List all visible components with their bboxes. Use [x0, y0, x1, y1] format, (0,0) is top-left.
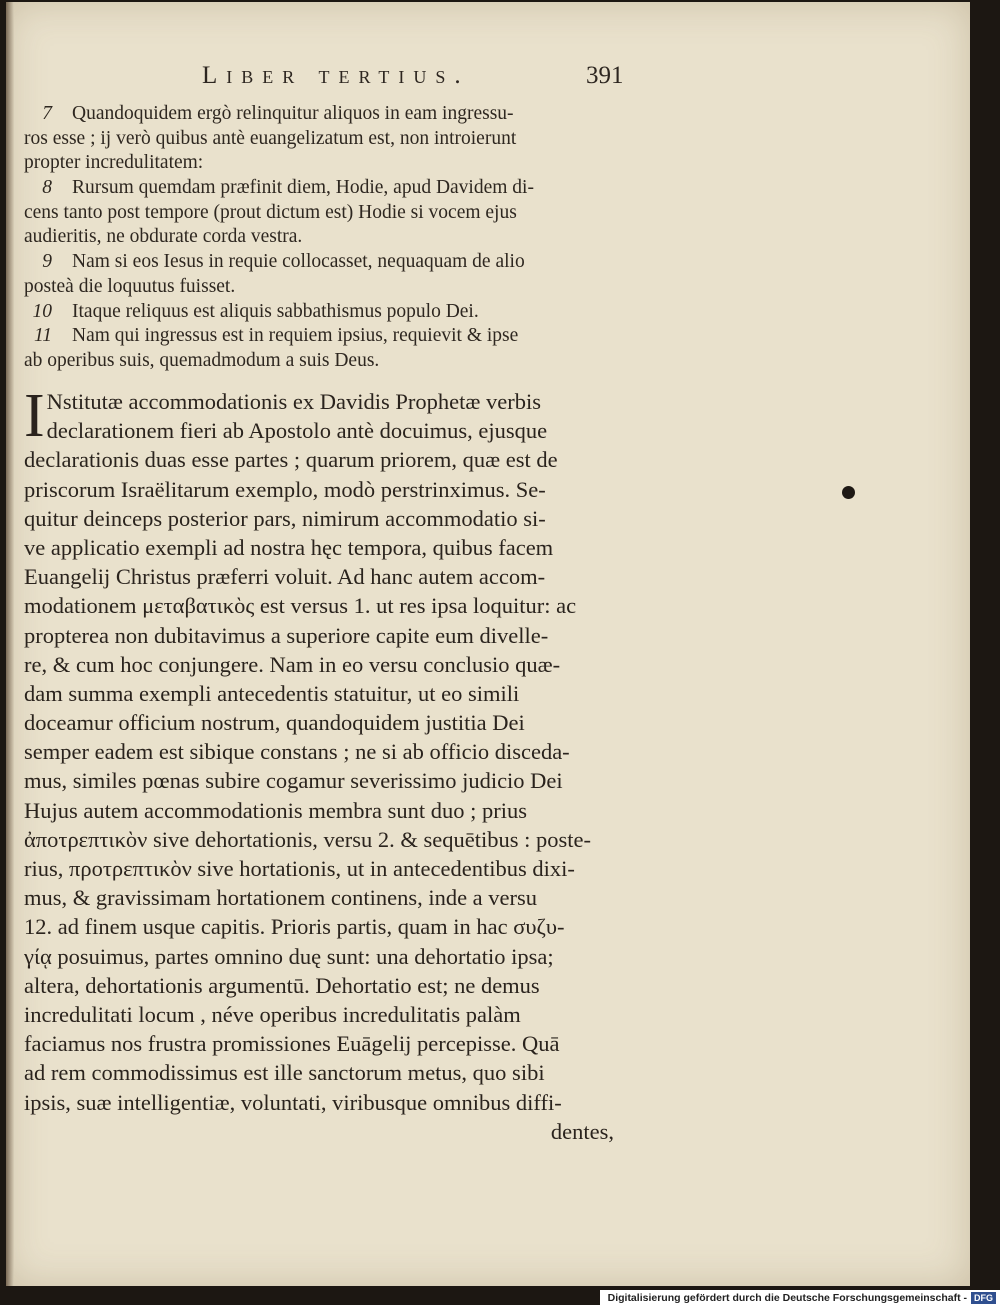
- book-page: [6, 2, 970, 1286]
- verse-number: 10: [32, 300, 52, 322]
- verse-line: Quandoquidem ergò relinquitur aliquos in eam ingressu-: [72, 103, 514, 124]
- drop-capital: I: [24, 382, 45, 450]
- verse-number: 7: [42, 103, 52, 124]
- commentary-line: Nstitutæ accommodationis ex Davidis Prophetæ verbis: [46, 389, 541, 414]
- commentary-line: rius, προτρεπτικὸν sive hortationis, ut in antecedentibus dixi-: [24, 856, 575, 881]
- verse-line: Rursum quemdam præfinit diem, Hodie, apud Davidem di-: [72, 177, 534, 199]
- verse-line: audieritis, ne obdurate corda vestra.: [24, 226, 303, 248]
- verse-10: [24, 300, 634, 325]
- verse-11: [24, 324, 634, 349]
- verse-line: ab operibus suis, quemadmodum a suis Deus.: [24, 349, 380, 371]
- page-number: 391: [586, 62, 624, 89]
- page-gutter: [6, 2, 14, 1286]
- verse-7: [24, 102, 634, 127]
- verse-line: ros esse ; ij verò quibus antè euangelizatum est, non introierunt: [24, 127, 517, 149]
- commentary-line: declarationem fieri ab Apostolo antè docuimus, ejusque: [46, 418, 548, 444]
- commentary-line: priscorum Israëlitarum exemplo, modò perstrinximus. Se-: [24, 476, 546, 502]
- verse-8: [24, 176, 634, 201]
- commentary-line: ipsis, suæ intelligentiæ, voluntati, viribusque omnibus diffi-: [24, 1089, 562, 1115]
- commentary-line: ad rem commodissimus est ille sanctorum metus, quo sibi: [24, 1060, 545, 1086]
- commentary-line: re, & cum hoc conjungere. Nam in eo versu conclusio quæ-: [24, 651, 561, 677]
- commentary-line: 12. ad finem usque capitis. Prioris partis, quam in hac συζυ-: [24, 914, 565, 940]
- verse-number: 9: [42, 251, 52, 273]
- commentary-line: altera, dehortationis argumentū. Dehortatio est; ne demus: [24, 972, 540, 998]
- verse-line: Itaque reliquus est aliquis sabbathismus populo Dei.: [72, 300, 479, 322]
- commentary-line: quitur deinceps posterior pars, nimirum accommodatio si-: [24, 505, 546, 531]
- commentary-line: mus, & gravissimam hortationem continens, inde a versu: [24, 885, 538, 911]
- catchword: dentes,: [550, 1118, 614, 1144]
- commentary-line: mus, similes pœnas subire cogamur severissimo judicio Dei: [24, 768, 563, 794]
- commentary-line: Hujus autem accommodationis membra sunt duo ; prius: [24, 797, 528, 823]
- verse-number: 8: [42, 177, 52, 199]
- ink-spot: [842, 486, 855, 499]
- commentary-line: ἀποτρεπτικὸν sive dehortationis, versu 2. & sequētibus : poste-: [24, 826, 592, 852]
- running-head: Liber tertius.: [202, 62, 470, 89]
- verse-line: propter incredulitatem:: [24, 152, 204, 174]
- verse-line: posteà die loquutus fuisset.: [24, 275, 236, 297]
- commentary-line: modationem μεταβατικὸς est versus 1. ut res ipsa loquitur: ac: [24, 593, 577, 619]
- commentary-line: Euangelij Christus præferri voluit. Ad hanc autem accom-: [24, 564, 546, 590]
- digitization-credit-text: Digitalisierung gefördert durch die Deutsche Forschungsgemeinschaft -: [607, 1291, 967, 1304]
- verse-line: Nam qui ingressus est in requiem ipsius, requievit & ipse: [72, 325, 519, 347]
- commentary-line: semper eadem est sibique constans ; ne si ab officio disceda-: [24, 739, 570, 765]
- commentary-block: [24, 382, 624, 1146]
- commentary-line: ve applicatio exempli ad nostra hęc tempora, quibus facem: [24, 534, 554, 560]
- verse-number: 11: [33, 325, 52, 347]
- verse-line: cens tanto post tempore (prout dictum est) Hodie si vocem ejus: [24, 201, 517, 223]
- digitization-credit-banner: [600, 1290, 1000, 1305]
- commentary-line: declarationis duas esse partes ; quarum priorem, quæ est de: [24, 447, 558, 473]
- commentary-line: faciamus nos frustra promissiones Euāgelij percepisse. Quā: [24, 1031, 560, 1057]
- commentary-line: dam summa exempli antecedentis statuitur, ut eo simili: [24, 680, 520, 706]
- commentary-line: incredulitati locum , néve operibus incredulitatis palàm: [24, 1001, 521, 1027]
- dfg-logo: DFG: [971, 1292, 996, 1304]
- commentary-line: doceamur officium nostrum, quandoquidem justitia Dei: [24, 710, 525, 736]
- verse-9: [24, 250, 634, 275]
- commentary-line: propterea non dubitavimus a superiore capite eum divelle-: [24, 622, 549, 648]
- verse-block: [24, 102, 634, 374]
- verse-line: Nam si eos Iesus in requie collocasset, nequaquam de alio: [72, 251, 525, 273]
- commentary-line: γίᾳ posuimus, partes omnino duę sunt: una dehortatio ipsa;: [24, 943, 554, 969]
